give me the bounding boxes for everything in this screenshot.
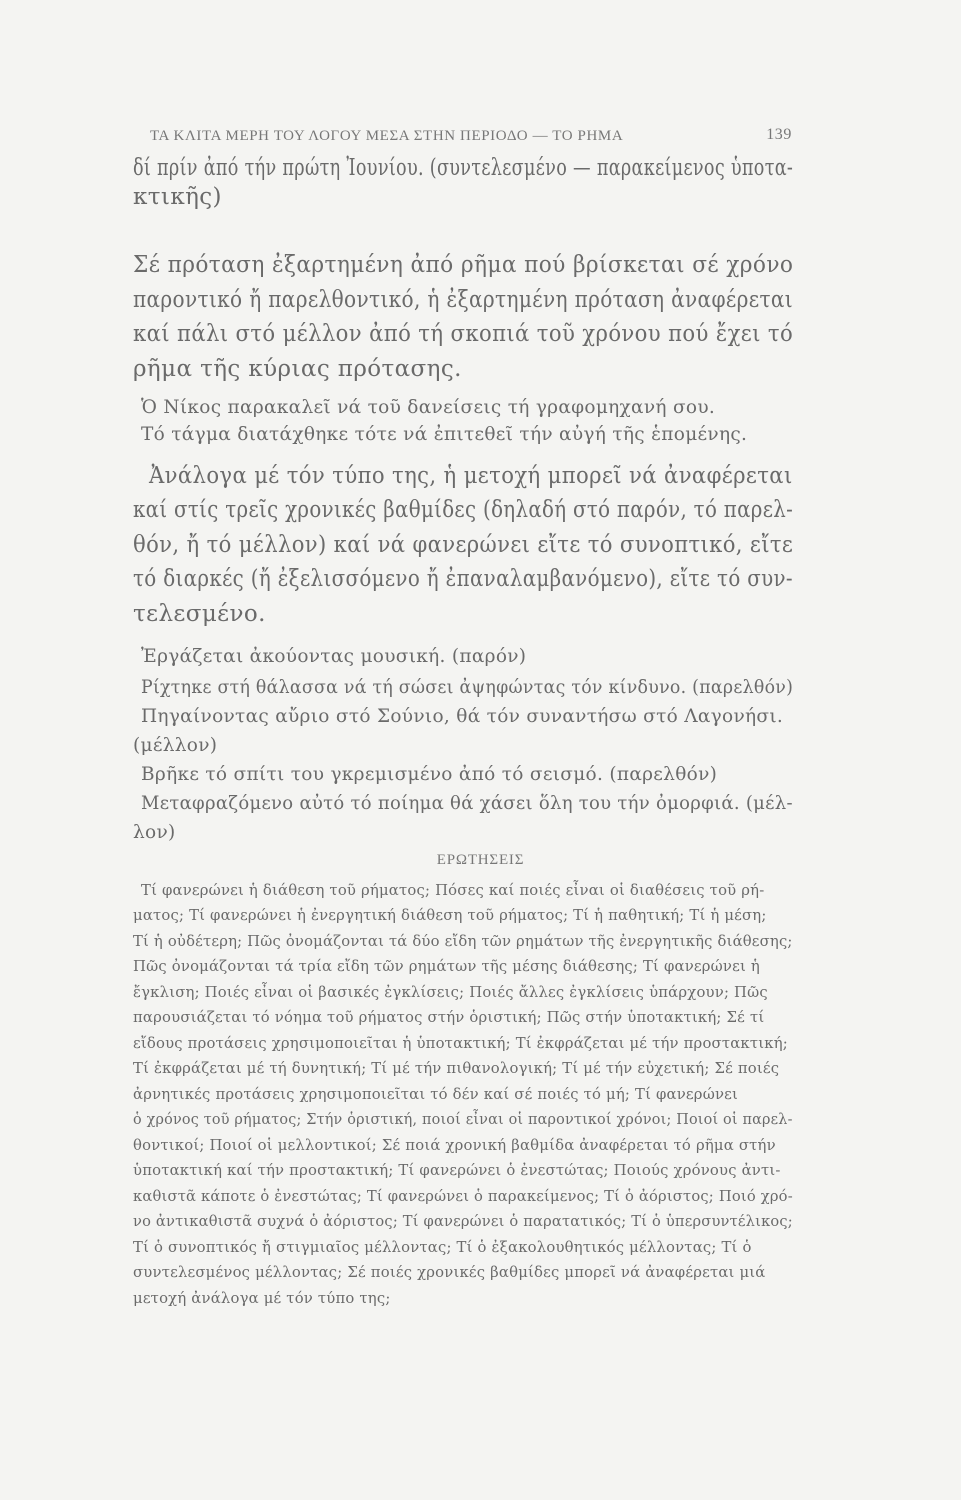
question-line: ἔγκλιση; Ποιές εἶναι οἱ βασικές ἐγκλίσεις; Ποιές ἄλλες ἐγκλίσεις ὑπάρχουν; Πῶς — [133, 984, 768, 1001]
example-line: Ὁ Νίκος παρακαλεῖ νά τοῦ δανείσεις τή γραφομηχανή σου. — [141, 397, 716, 418]
questions-heading: ΕΡΩΤΗΣΕΙΣ — [436, 852, 525, 868]
question-line: Τί ἐκφράζεται μέ τή δυνητική; Τί μέ τήν πιθανολογική; Τί μέ τήν εὐχετική; Σέ ποιές — [133, 1060, 780, 1077]
text-line: καί πάλι στό μέλλον ἀπό τή σκοπιά τοῦ χρόνου πού ἔχει τό — [133, 321, 794, 347]
text-line: Ἀνάλογα μέ τόν τύπο της, ἡ μετοχή μπορεῖ νά ἀναφέρεται — [149, 463, 793, 489]
question-line: Τί φανερώνει ἡ διάθεση τοῦ ρήματος; Πόσες καί ποιές εἶναι οἱ διαθέσεις τοῦ ρή- — [141, 882, 765, 899]
example-line: Μεταφραζόμενο αὐτό τό ποίημα θά χάσει ὅλη του τήν ὀμορφιά. (μέλ- — [141, 793, 793, 814]
question-line: ὑποτακτική καί τήν προστακτική; Τί φανερώνει ὁ ἐνεστώτας; Ποιούς χρόνους ἀντι- — [133, 1162, 781, 1179]
question-line: θοντικοί; Ποιοί οἱ μελλοντικοί; Σέ ποιά χρονική βαθμίδα ἀναφέρεται τό ρῆμα στήν — [133, 1137, 776, 1154]
example-line: Πηγαίνοντας αὔριο στό Σούνιο, θά τόν συναντήσω στό Λαγονήσι. — [141, 706, 784, 727]
running-title: ΤΑ ΚΛΙΤΑ ΜΕΡΗ ΤΟΥ ΛΟΓΟΥ ΜΕΣΑ ΣΤΗΝ ΠΕΡΙΟΔΟ — ΤΟ ΡΗΜΑ — [150, 128, 624, 144]
question-line: Πῶς ὀνομάζονται τά τρία εἴδη τῶν ρημάτων τῆς μέσης διάθεσης; Τί φανερώνει ἡ — [133, 958, 760, 975]
question-line: συντελεσμένος μέλλοντας; Σέ ποιές χρονικές βαθμίδες μπορεῖ νά ἀναφέρεται μιά — [133, 1264, 766, 1281]
text-line: Σέ πρόταση ἐξαρτημένη ἀπό ρῆμα πού βρίσκεται σέ χρόνο — [133, 252, 794, 278]
question-line: καθιστᾶ κάποτε ὁ ἐνεστώτας; Τί φανερώνει ὁ παρακείμενος; Τί ὁ ἀόριστος; Ποιό χρό- — [133, 1188, 793, 1205]
question-line: νο ἀντικαθιστᾶ συχνά ὁ ἀόριστος; Τί φανερώνει ὁ παρατατικός; Τί ὁ ὑπερσυντέλικος; — [133, 1213, 793, 1230]
text-line: τελεσμένο. — [133, 601, 266, 627]
example-line: Ρίχτηκε στή θάλασσα νά τή σώσει ἀψηφώντας τόν κίνδυνο. (παρελθόν) — [141, 677, 794, 698]
question-line: Τί ὁ συνοπτικός ἤ στιγμιαῖος μέλλοντας; Τί ὁ ἐξακολουθητικός μέλλοντας; Τί ὁ — [133, 1239, 752, 1256]
text-line: τό διαρκές (ἤ ἐξελισσόμενο ἤ ἐπαναλαμβανόμενο), εἴτε τό συν- — [133, 566, 793, 592]
question-line: μετοχή ἀνάλογα μέ τόν τύπο της; — [133, 1290, 391, 1307]
text-line: παροντικό ἤ παρελθοντικό, ἡ ἐξαρτημένη πρόταση ἀναφέρεται — [133, 287, 793, 313]
question-line: ματος; Τί φανερώνει ἡ ἐνεργητική διάθεση τοῦ ρήματος; Τί ἡ παθητική; Τί ἡ μέση; — [133, 907, 767, 924]
question-line: παρουσιάζεται τό νόημα τοῦ ρήματος στήν ὁριστική; Πῶς στήν ὑποτακτική; Σέ τί — [133, 1009, 765, 1026]
text-line: κτικῆς) — [133, 184, 222, 210]
question-line: ἀρνητικές προτάσεις χρησιμοποιεῖται τό δέν καί σέ ποιές τό μή; Τί φανερώνει — [133, 1086, 739, 1103]
text-line: ρῆμα τῆς κύριας πρότασης. — [133, 356, 462, 382]
example-line: λον) — [133, 822, 176, 843]
example-line: Τό τάγμα διατάχθηκε τότε νά ἐπιτεθεῖ τήν αὐγή τῆς ἑπομένης. — [141, 424, 748, 445]
example-line: Ἐργάζεται ἀκούοντας μουσική. (παρόν) — [141, 646, 527, 667]
example-line: (μέλλον) — [133, 735, 218, 756]
question-line: ὁ χρόνος τοῦ ρήματος; Στήν ὁριστική, ποιοί εἶναι οἱ παροντικοί χρόνοι; Ποιοί οἱ παρελ- — [133, 1111, 793, 1128]
question-line: εἴδους προτάσεις χρησιμοποιεῖται ἡ ὑποτακτική; Τί ἐκφράζεται μέ τήν προστακτική; — [133, 1035, 788, 1052]
text-line: καί στίς τρεῖς χρονικές βαθμίδες (δηλαδή στό παρόν, τό παρελ- — [133, 497, 794, 523]
text-line: δί πρίν ἀπό τήν πρώτη Ἰουνίου. (συντελεσμένο — παρακείμενος ὑποτα- — [133, 155, 794, 181]
page-number: 139 — [766, 126, 792, 143]
text-line: θόν, ἤ τό μέλλον) καί νά φανερώνει εἴτε τό συνοπτικό, εἴτε — [133, 532, 794, 558]
question-line: Τί ἡ οὐδέτερη; Πῶς ὀνομάζονται τά δύο εἴδη τῶν ρημάτων τῆς ἐνεργητικῆς διάθεσης; — [133, 933, 793, 950]
example-line: Βρῆκε τό σπίτι του γκρεμισμένο ἀπό τό σεισμό. (παρελθόν) — [141, 764, 718, 785]
